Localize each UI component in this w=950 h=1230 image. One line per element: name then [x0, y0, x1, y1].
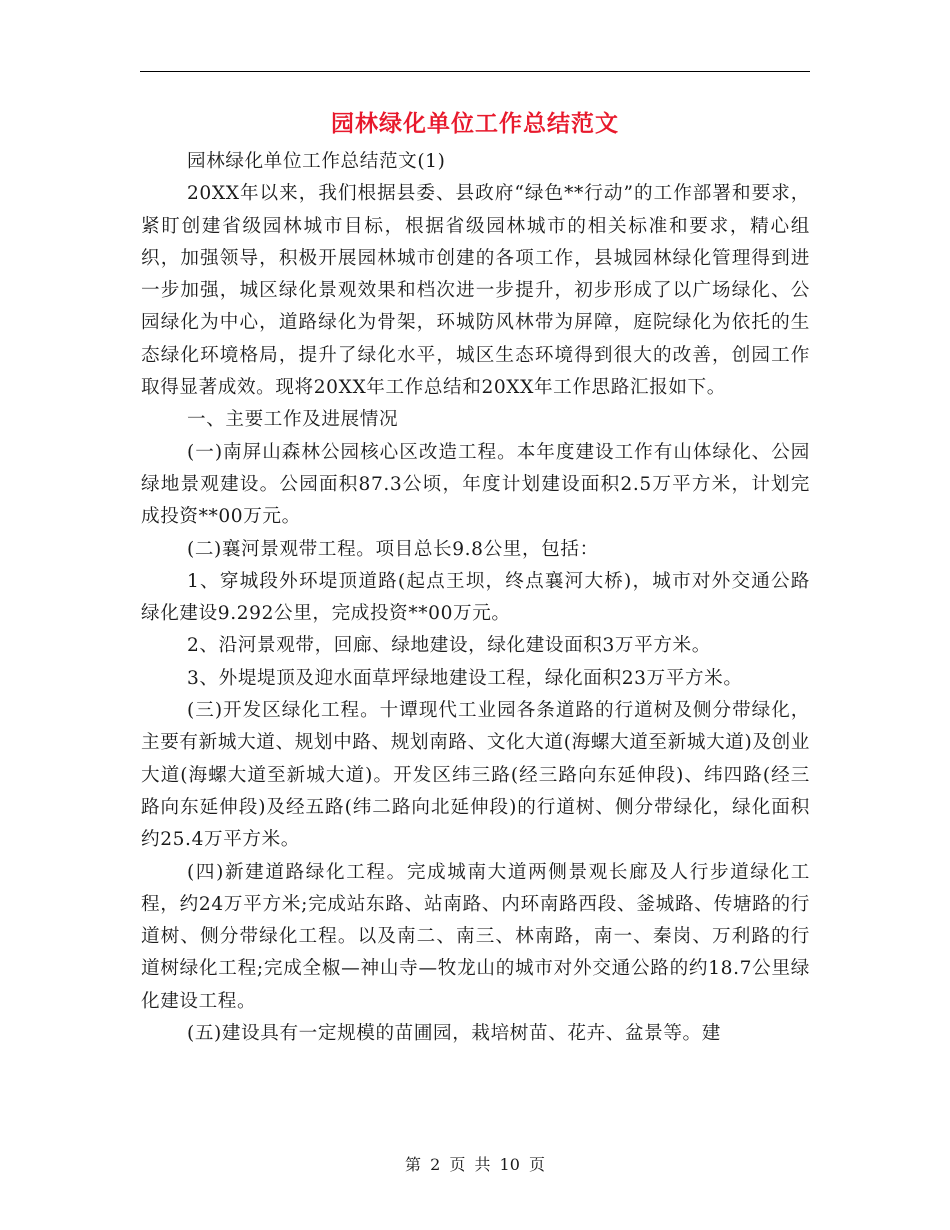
paragraph-item-5: (五)建设具有一定规模的苗圃园，栽培树苗、花卉、盆景等。建 — [187, 1023, 721, 1045]
paragraph-item-3: (三)开发区绿化工程。十谭现代工业园各条道路的行道树及侧分带绿化，主要有新城大道、规划中路、规划南路、文化大道(海螺大道至新城大道)及创业大道(海螺大道至新城大道)。开发区纬三路(经三路向东延伸段)、纬四路(经三路向东延伸段)及经五路(纬二路向北延伸段)的行道树、侧分带绿化，绿化面积约25.4万平方米。 — [141, 700, 810, 851]
paragraph-subitem-1: 1、穿城段外环堤顶道路(起点王坝，终点襄河大桥)，城市对外交通公路绿化建设9.292公里，完成投资**00万元。 — [141, 570, 810, 625]
paragraph-intro: 20XX年以来，我们根据县委、县政府“绿色**行动”的工作部署和要求，紧盯创建省级园林城市目标，根据省级园林城市的相关标准和要求，精心组织，加强领导，积极开展园林城市创建的各项工作，县城园林绿化管理得到进一步加强，城区绿化景观效果和档次进一步提升，初步形成了以广场绿化、公园绿化为中心，道路绿化为骨架，环城防风林带为屏障，庭院绿化为依托的生态绿化环境格局，提升了绿化水平，城区生态环境得到很大的改善，创园工作取得显著成效。现将20XX年工作总结和20XX年工作思路汇报如下。 — [141, 183, 810, 399]
paragraph-item-4: (四)新建道路绿化工程。完成城南大道两侧景观长廊及人行步道绿化工程，约24万平方米;完成站东路、站南路、内环南路西段、釜城路、传塘路的行道树、侧分带绿化工程。以及南二、南三、林南路，南一、秦岗、万利路的行道树绿化工程;完成全椒—神山寺—牧龙山的城市对外交通公路的约18.7公里绿化建设工程。 — [141, 861, 810, 1012]
header-rule — [140, 71, 810, 72]
paragraph-subtitle: 园林绿化单位工作总结范文(1) — [187, 151, 446, 172]
section-heading-main-work: 一、主要工作及进展情况 — [187, 409, 399, 431]
paragraph-item-1: (一)南屏山森林公园核心区改造工程。本年度建设工作有山体绿化、公园绿地景观建设。公园面积87.3公顷，年度计划建设面积2.5万平方米，计划完成投资**00万元。 — [141, 441, 810, 528]
document-title: 园林绿化单位工作总结范文 — [331, 110, 619, 137]
paragraph-item-2: (二)襄河景观带工程。项目总长9.8公里，包括： — [187, 538, 599, 560]
document-body — [141, 146, 810, 1050]
paragraph-subitem-3: 3、外堤堤顶及迎水面草坪绿地建设工程，绿化面积23万平方米。 — [187, 667, 743, 689]
paragraph-subitem-2: 2、沿河景观带，回廊、绿地建设，绿化建设面积3万平方米。 — [187, 635, 711, 657]
page-footer: 第 2 页 共 10 页 — [405, 1155, 545, 1174]
